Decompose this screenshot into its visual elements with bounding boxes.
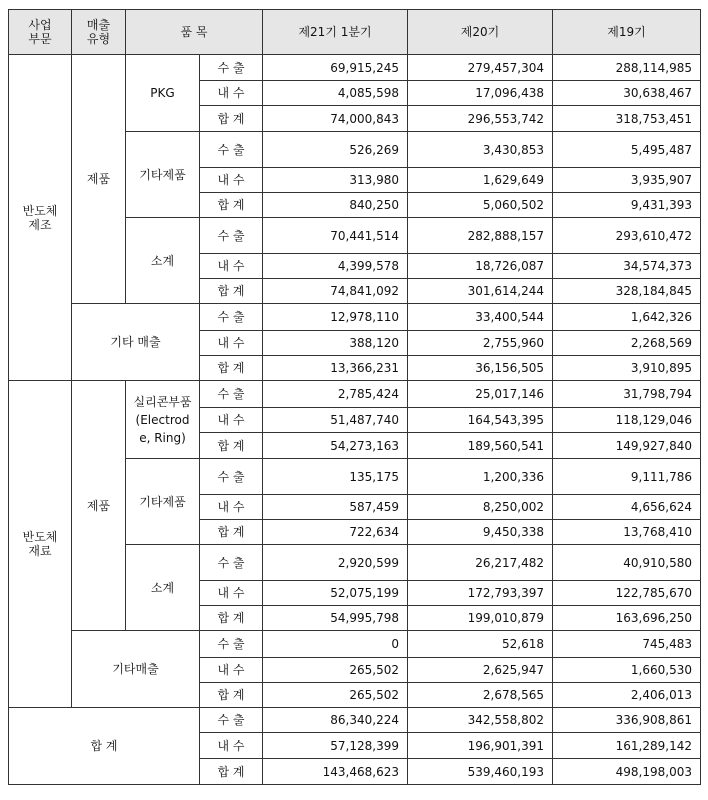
value-period-20: 296,553,742 (408, 106, 553, 132)
value-period-20: 18,726,087 (408, 254, 553, 279)
kind-total: 합 계 (200, 520, 263, 545)
table-row (9, 304, 701, 331)
item-other-products: 기타제품 (126, 459, 200, 545)
header-segment: 사업 부문 (9, 10, 72, 55)
value-period-21: 265,502 (263, 683, 408, 708)
value-period-20: 1,629,649 (408, 168, 553, 193)
value-period-21: 4,085,598 (263, 81, 408, 106)
value-period-20: 17,096,438 (408, 81, 553, 106)
value-period-20: 26,217,482 (408, 545, 553, 581)
grand-total-label: 합 계 (9, 708, 200, 785)
value-period-21: 57,128,399 (263, 733, 408, 759)
value-period-20: 8,250,002 (408, 495, 553, 520)
value-period-20: 1,200,336 (408, 459, 553, 495)
kind-domestic: 내 수 (200, 408, 263, 433)
value-period-19: 2,406,013 (553, 683, 701, 708)
table-row (9, 381, 701, 408)
value-period-21: 135,175 (263, 459, 408, 495)
value-period-21: 54,995,798 (263, 606, 408, 631)
value-period-20: 172,793,397 (408, 581, 553, 606)
value-period-21: 2,785,424 (263, 381, 408, 408)
value-period-20: 33,400,544 (408, 304, 553, 331)
value-period-19: 745,483 (553, 631, 701, 658)
item-subtotal: 소계 (126, 545, 200, 631)
value-period-21: 52,075,199 (263, 581, 408, 606)
value-period-21: 69,915,245 (263, 55, 408, 81)
value-period-21: 4,399,578 (263, 254, 408, 279)
value-period-19: 3,935,907 (553, 168, 701, 193)
header-period-19: 제19기 (553, 10, 701, 55)
type-product: 제품 (72, 55, 126, 304)
value-period-21: 722,634 (263, 520, 408, 545)
value-period-20: 5,060,502 (408, 193, 553, 218)
value-period-19: 161,289,142 (553, 733, 701, 759)
kind-export: 수 출 (200, 631, 263, 658)
header-item: 품 목 (126, 10, 263, 55)
value-period-19: 122,785,670 (553, 581, 701, 606)
value-period-21: 313,980 (263, 168, 408, 193)
sales-table (8, 9, 701, 785)
value-period-20: 2,755,960 (408, 331, 553, 356)
value-period-19: 34,574,373 (553, 254, 701, 279)
value-period-19: 2,268,569 (553, 331, 701, 356)
kind-total: 합 계 (200, 193, 263, 218)
value-period-20: 36,156,505 (408, 356, 553, 381)
value-period-21: 526,269 (263, 132, 408, 168)
kind-domestic: 내 수 (200, 168, 263, 193)
header-period-21: 제21기 1분기 (263, 10, 408, 55)
kind-export: 수 출 (200, 545, 263, 581)
kind-domestic: 내 수 (200, 254, 263, 279)
kind-domestic: 내 수 (200, 495, 263, 520)
kind-total: 합 계 (200, 759, 263, 785)
kind-total: 합 계 (200, 433, 263, 459)
value-period-19: 118,129,046 (553, 408, 701, 433)
table-row (9, 55, 701, 81)
kind-total: 합 계 (200, 606, 263, 631)
kind-export: 수 출 (200, 459, 263, 495)
value-period-21: 74,000,843 (263, 106, 408, 132)
value-period-21: 143,468,623 (263, 759, 408, 785)
kind-domestic: 내 수 (200, 581, 263, 606)
header-period-20: 제20기 (408, 10, 553, 55)
value-period-20: 3,430,853 (408, 132, 553, 168)
kind-domestic: 내 수 (200, 81, 263, 106)
item-subtotal: 소계 (126, 218, 200, 304)
segment-mat: 반도체 재료 (9, 381, 72, 708)
value-period-19: 31,798,794 (553, 381, 701, 408)
kind-total: 합 계 (200, 356, 263, 381)
value-period-20: 164,543,395 (408, 408, 553, 433)
value-period-20: 301,614,244 (408, 279, 553, 304)
value-period-19: 4,656,624 (553, 495, 701, 520)
item-silicon-parts: 실리콘부품 (Electrod e, Ring) (126, 381, 200, 459)
kind-total: 합 계 (200, 106, 263, 132)
item-other-products: 기타제품 (126, 132, 200, 218)
value-period-21: 12,978,110 (263, 304, 408, 331)
value-period-21: 54,273,163 (263, 433, 408, 459)
kind-export: 수 출 (200, 218, 263, 254)
table-row (9, 631, 701, 658)
header-row (9, 10, 701, 55)
item-pkg: PKG (126, 55, 200, 132)
kind-export: 수 출 (200, 708, 263, 733)
kind-total: 합 계 (200, 279, 263, 304)
kind-total: 합 계 (200, 683, 263, 708)
value-period-21: 840,250 (263, 193, 408, 218)
value-period-19: 1,660,530 (553, 658, 701, 683)
value-period-21: 265,502 (263, 658, 408, 683)
type-other-sales: 기타 매출 (72, 304, 200, 381)
table-row (9, 708, 701, 733)
value-period-19: 13,768,410 (553, 520, 701, 545)
value-period-21: 70,441,514 (263, 218, 408, 254)
value-period-21: 587,459 (263, 495, 408, 520)
value-period-19: 9,111,786 (553, 459, 701, 495)
value-period-19: 288,114,985 (553, 55, 701, 81)
value-period-19: 5,495,487 (553, 132, 701, 168)
kind-export: 수 출 (200, 304, 263, 331)
value-period-19: 1,642,326 (553, 304, 701, 331)
value-period-19: 328,184,845 (553, 279, 701, 304)
value-period-19: 293,610,472 (553, 218, 701, 254)
value-period-20: 279,457,304 (408, 55, 553, 81)
value-period-20: 52,618 (408, 631, 553, 658)
value-period-21: 51,487,740 (263, 408, 408, 433)
value-period-21: 2,920,599 (263, 545, 408, 581)
value-period-19: 163,696,250 (553, 606, 701, 631)
type-product: 제품 (72, 381, 126, 631)
value-period-19: 149,927,840 (553, 433, 701, 459)
kind-domestic: 내 수 (200, 733, 263, 759)
value-period-21: 74,841,092 (263, 279, 408, 304)
header-sales-type: 매출 유형 (72, 10, 126, 55)
value-period-20: 199,010,879 (408, 606, 553, 631)
value-period-20: 539,460,193 (408, 759, 553, 785)
value-period-20: 2,625,947 (408, 658, 553, 683)
type-other-sales: 기타매출 (72, 631, 200, 708)
segment-mfg: 반도체 제조 (9, 55, 72, 381)
value-period-20: 25,017,146 (408, 381, 553, 408)
kind-domestic: 내 수 (200, 331, 263, 356)
value-period-21: 86,340,224 (263, 708, 408, 733)
value-period-19: 9,431,393 (553, 193, 701, 218)
value-period-20: 189,560,541 (408, 433, 553, 459)
value-period-20: 282,888,157 (408, 218, 553, 254)
value-period-21: 0 (263, 631, 408, 658)
kind-export: 수 출 (200, 132, 263, 168)
value-period-20: 9,450,338 (408, 520, 553, 545)
value-period-21: 388,120 (263, 331, 408, 356)
value-period-19: 498,198,003 (553, 759, 701, 785)
value-period-19: 30,638,467 (553, 81, 701, 106)
value-period-20: 196,901,391 (408, 733, 553, 759)
value-period-19: 3,910,895 (553, 356, 701, 381)
value-period-19: 336,908,861 (553, 708, 701, 733)
value-period-20: 2,678,565 (408, 683, 553, 708)
kind-domestic: 내 수 (200, 658, 263, 683)
kind-export: 수 출 (200, 381, 263, 408)
value-period-20: 342,558,802 (408, 708, 553, 733)
value-period-21: 13,366,231 (263, 356, 408, 381)
value-period-19: 318,753,451 (553, 106, 701, 132)
value-period-19: 40,910,580 (553, 545, 701, 581)
kind-export: 수 출 (200, 55, 263, 81)
